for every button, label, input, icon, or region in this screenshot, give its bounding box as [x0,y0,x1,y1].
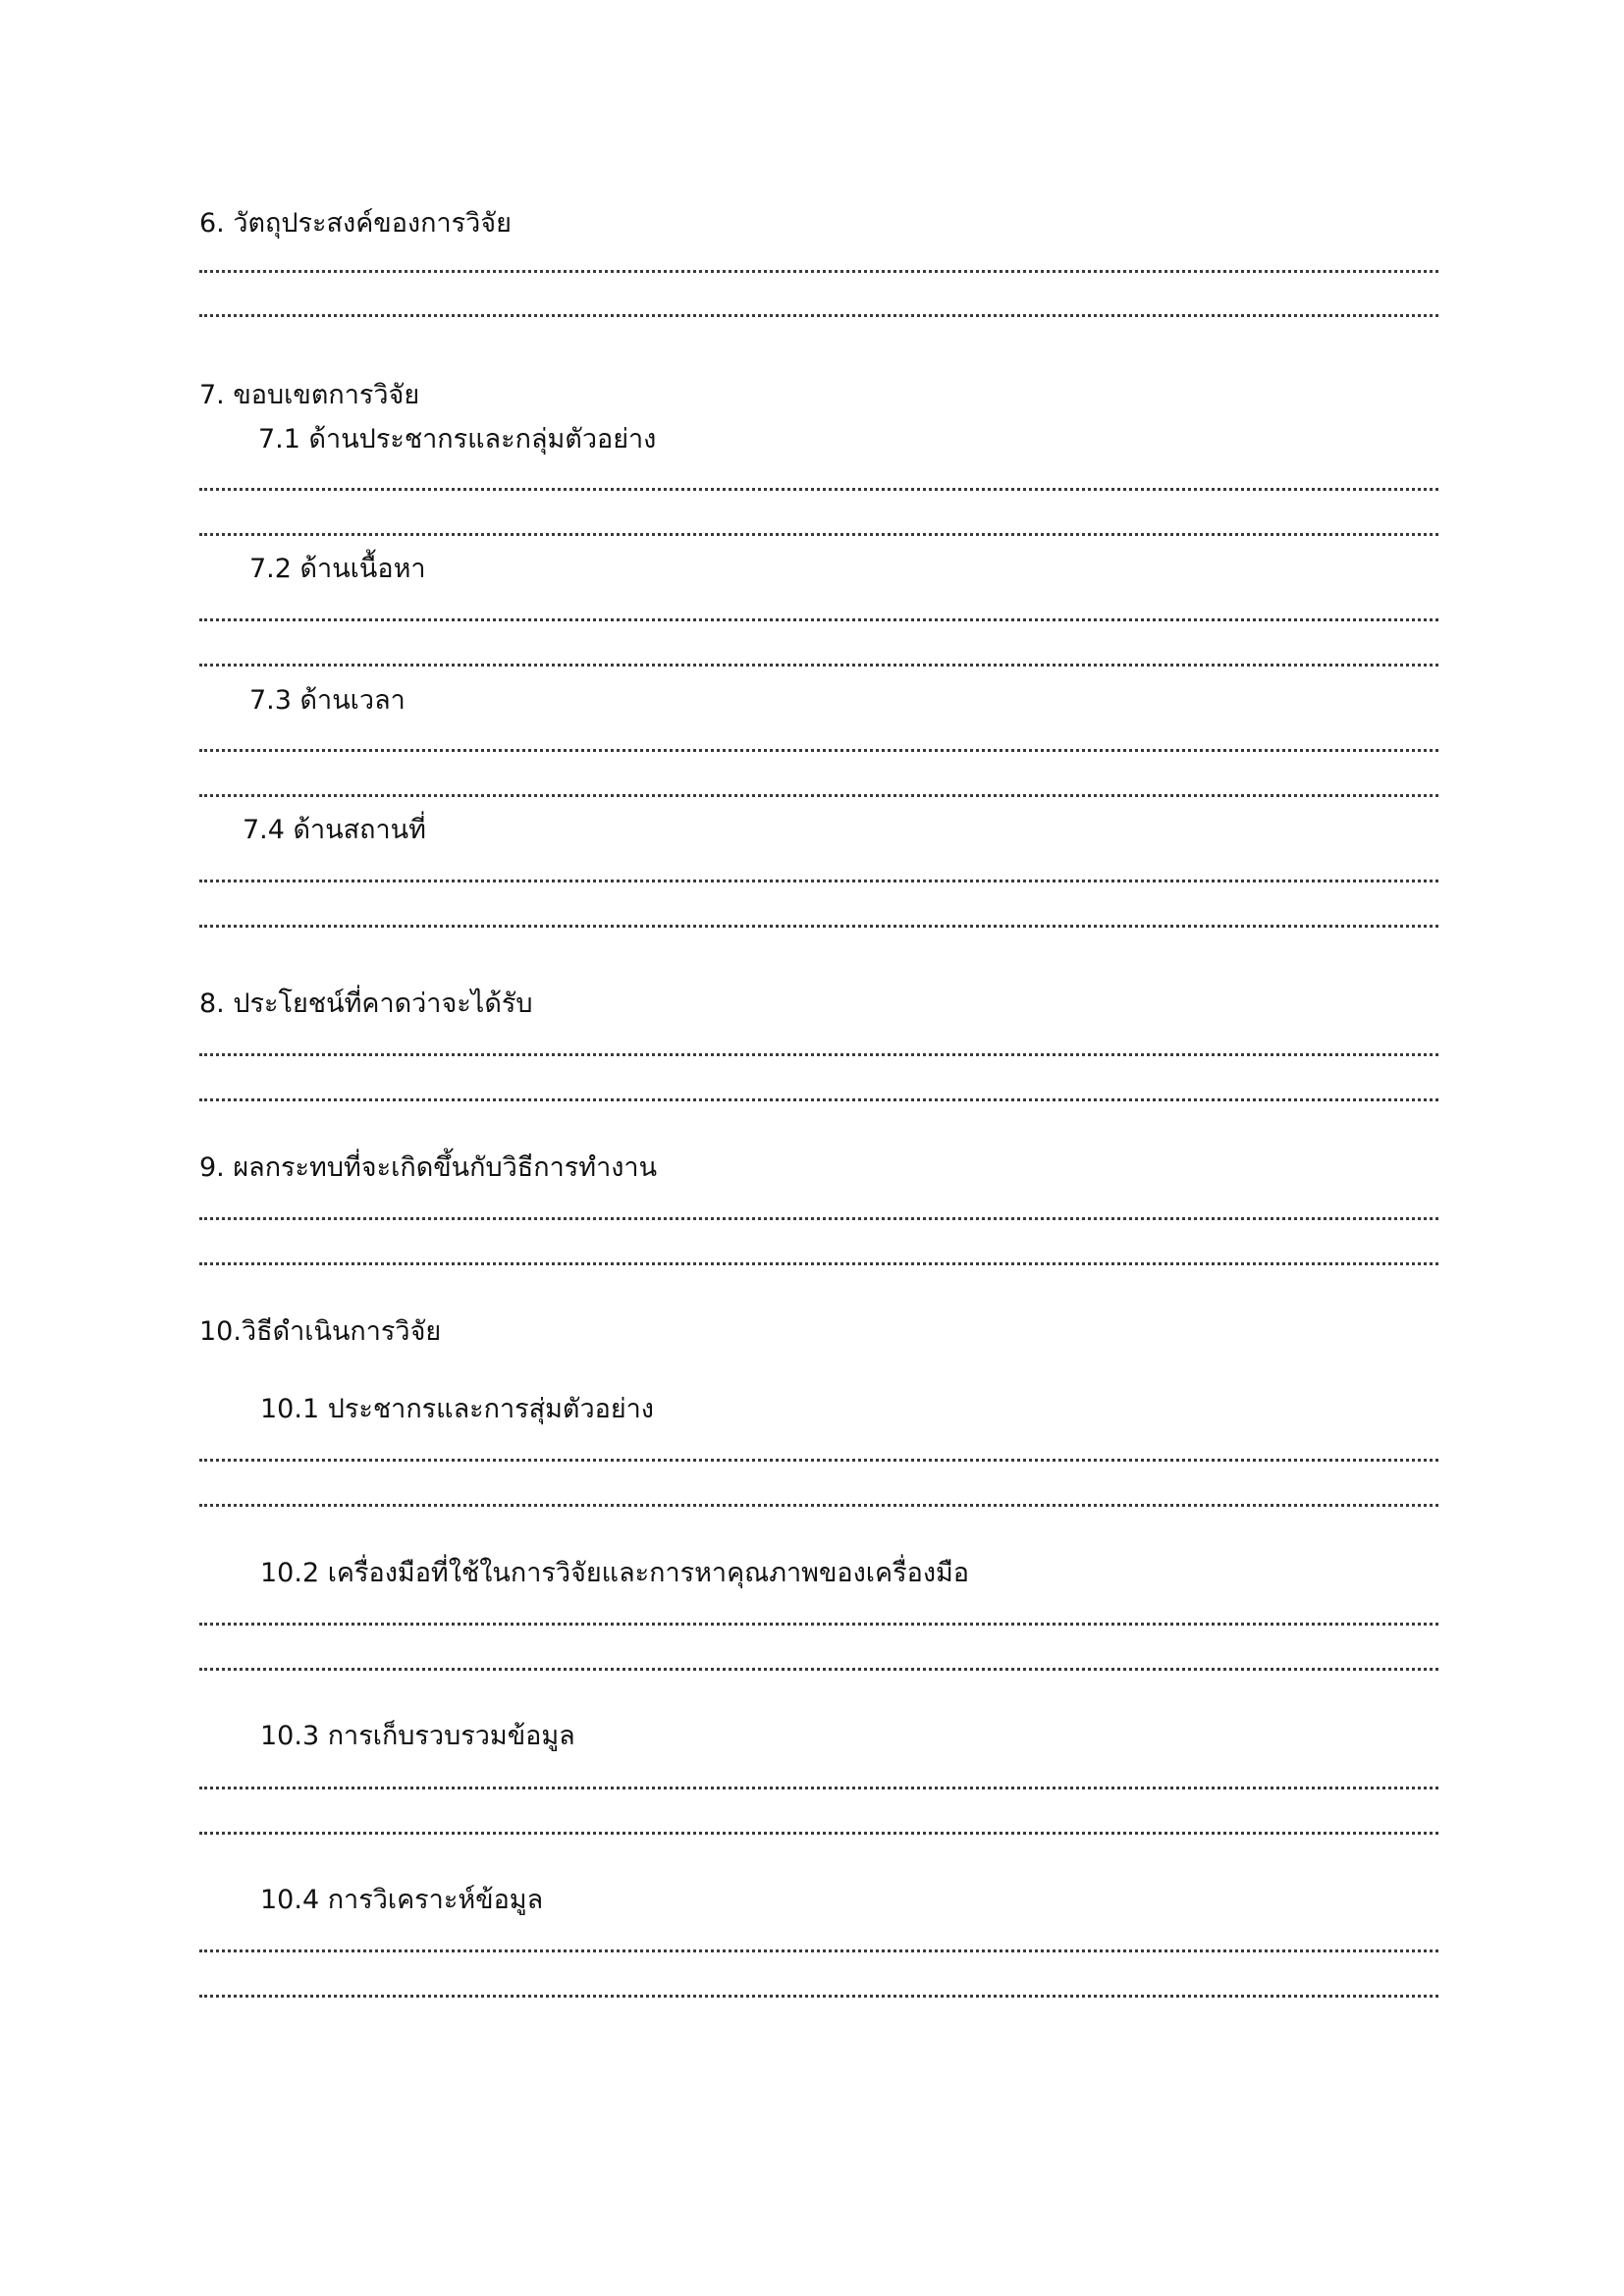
section-7-1-heading: 7.1 ด้านประชากรและกลุ่มตัวอย่าง [258,424,657,454]
section-6-heading: 6. วัตถุประสงค์ของการวิจัย [199,208,512,239]
section-10-3-heading: 10.3 การเก็บรวบรวมข้อมูล [260,1721,575,1751]
section-7-2-heading: 7.2 ด้านเนื้อหา [249,554,426,584]
section-10-heading: 10.วิธีดำเนินการวิจัย [199,1316,442,1347]
section-7-3-heading: 7.3 ด้านเวลา [249,685,406,716]
fill-in-line[interactable] [199,1668,1438,1671]
fill-in-line[interactable] [199,794,1438,797]
fill-in-line[interactable] [199,1832,1438,1835]
fill-in-line[interactable] [199,1995,1438,1998]
fill-in-line[interactable] [199,749,1438,752]
section-7-heading: 7. ขอบเขตการวิจัย [199,380,420,410]
section-10-4-heading: 10.4 การวิเคราะห์ข้อมูล [260,1885,544,1915]
fill-in-line[interactable] [199,1262,1438,1265]
fill-in-line[interactable] [199,1098,1438,1101]
fill-in-line[interactable] [199,1217,1438,1220]
section-9-heading: 9. ผลกระทบที่จะเกิดขึ้นกับวิธีการทำงาน [199,1152,658,1183]
fill-in-line[interactable] [199,618,1438,621]
fill-in-line[interactable] [199,1504,1438,1507]
section-8-heading: 8. ประโยชน์ที่คาดว่าจะได้รับ [199,988,533,1019]
fill-in-line[interactable] [199,1949,1438,1952]
section-10-1-heading: 10.1 ประชากรและการสุ่มตัวอย่าง [260,1394,654,1424]
fill-in-line[interactable] [199,1053,1438,1056]
fill-in-line[interactable] [199,270,1438,273]
fill-in-line[interactable] [199,533,1438,536]
fill-in-line[interactable] [199,1623,1438,1626]
fill-in-line[interactable] [199,925,1438,928]
fill-in-line[interactable] [199,314,1438,317]
fill-in-line[interactable] [199,1787,1438,1789]
fill-in-line[interactable] [199,488,1438,491]
section-7-4-heading: 7.4 ด้านสถานที่ [243,815,426,845]
fill-in-line[interactable] [199,664,1438,667]
section-10-2-heading: 10.2 เครื่องมือที่ใช้ในการวิจัยและการหาคุณภาพของเครื่องมือ [260,1558,970,1588]
fill-in-line[interactable] [199,1459,1438,1462]
fill-in-line[interactable] [199,880,1438,882]
